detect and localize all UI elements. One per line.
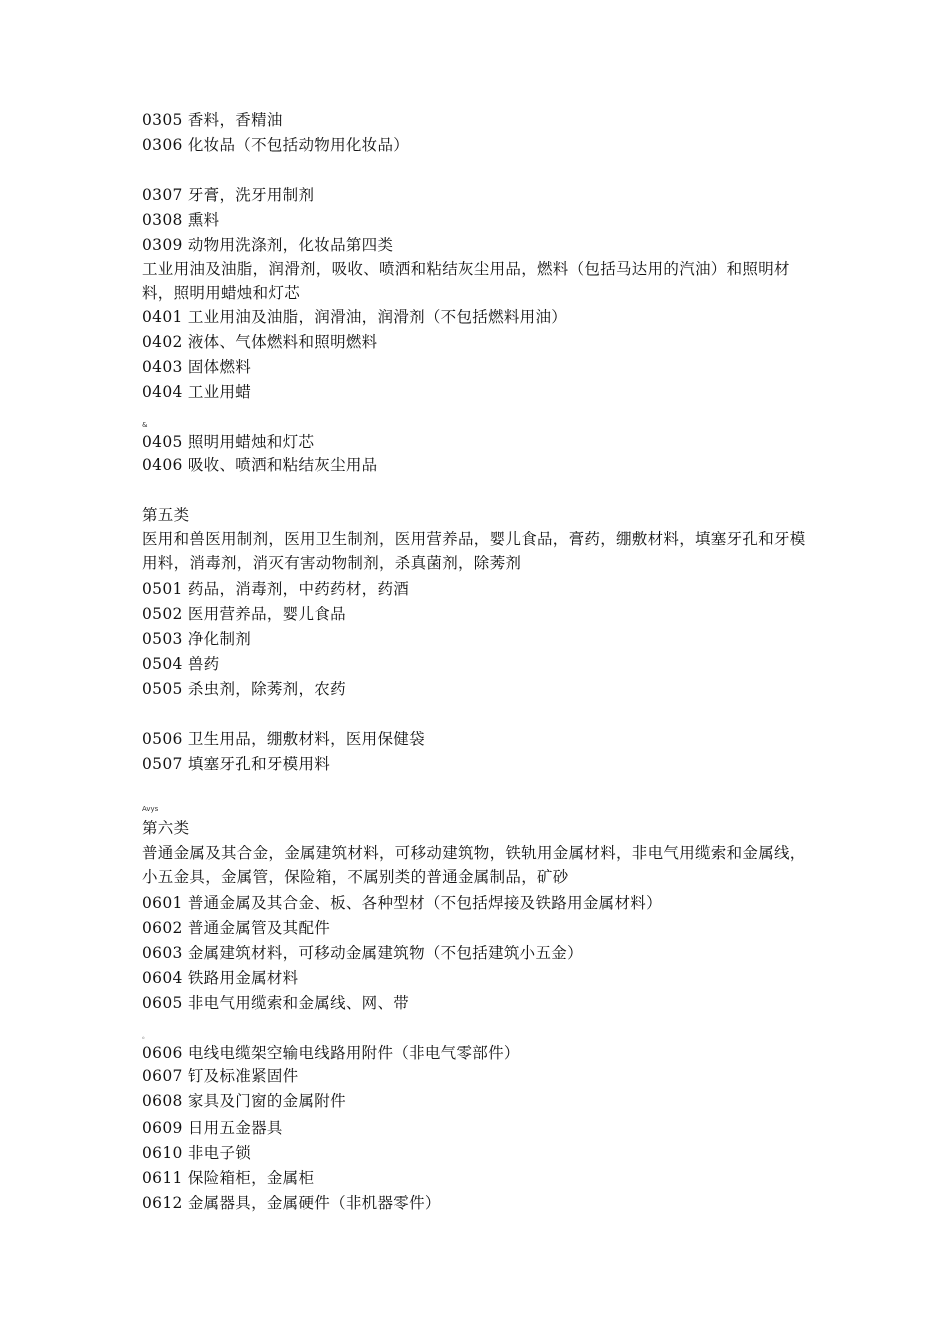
- item-0406: 0406 吸收、喷洒和粘结灰尘用品: [142, 456, 378, 474]
- item-0306: 0306 化妆品（不包括动物用化妆品）: [142, 136, 410, 154]
- item-0506: 0506 卫生用品，绷敷材料，医用保健袋: [142, 730, 425, 748]
- item-0505: 0505 杀虫剂，除莠剂，农药: [142, 680, 346, 698]
- class-5-description: 医用和兽医用制剂，医用卫生制剂，医用营养品，婴儿食品，膏药，绷敷材料，填塞牙孔和牙模用料，消毒剂，消灭有害动物制剂，杀真菌剂，除莠剂: [142, 530, 806, 572]
- item-0602: 0602 普通金属管及其配件: [142, 919, 331, 937]
- item-0604: 0604 铁路用金属材料: [142, 969, 299, 987]
- item-0601: 0601 普通金属及其合金、板、各种型材（不包括焊接及铁路用金属材料）: [142, 894, 662, 912]
- item-0401: 0401 工业用油及油脂，润滑油，润滑剂（不包括燃料用油）: [142, 308, 568, 326]
- item-0404: 0404 工业用蜡: [142, 383, 252, 401]
- item-0605: 0605 非电气用缆索和金属线、网、带: [142, 994, 410, 1012]
- item-0402: 0402 液体、气体燃料和照明燃料: [142, 333, 378, 351]
- item-0606: 0606 电线电缆架空输电线路用附件（非电气零部件）: [142, 1044, 520, 1062]
- stray-mark: 。: [142, 1032, 149, 1040]
- item-0405: 0405 照明用蜡烛和灯芯: [142, 433, 315, 451]
- stray-mark: Avys: [142, 805, 159, 813]
- item-0403: 0403 固体燃料: [142, 358, 252, 376]
- class-5-heading: 第五类: [142, 506, 190, 524]
- class-6-heading: 第六类: [142, 819, 190, 837]
- item-0612: 0612 金属器具，金属硬件（非机器零件）: [142, 1194, 441, 1212]
- item-0305: 0305 香料，香精油: [142, 111, 283, 129]
- class-6-description: 普通金属及其合金，金属建筑材料，可移动建筑物，铁轨用金属材料，非电气用缆索和金属线，小五金具，金属管，保险箱，不属别类的普通金属制品，矿砂: [142, 844, 806, 886]
- item-0609: 0609 日用五金器具: [142, 1119, 283, 1137]
- item-0502: 0502 医用营养品，婴儿食品: [142, 605, 346, 623]
- stray-mark: &: [142, 421, 148, 429]
- item-0611: 0611 保险箱柜，金属柜: [142, 1169, 315, 1187]
- class-4-description: 工业用油及油脂，润滑剂，吸收、喷洒和粘结灰尘用品，燃料（包括马达用的汽油）和照明材料，照明用蜡烛和灯芯: [142, 260, 790, 302]
- item-0607: 0607 钉及标准紧固件: [142, 1067, 299, 1085]
- item-0504: 0504 兽药: [142, 655, 220, 673]
- item-0503: 0503 净化制剂: [142, 630, 252, 648]
- item-0507: 0507 填塞牙孔和牙模用料: [142, 755, 331, 773]
- item-0307: 0307 牙膏，洗牙用制剂: [142, 186, 315, 204]
- item-0501: 0501 药品，消毒剂，中药药材，药酒: [142, 580, 410, 598]
- item-0309: 0309 动物用洗涤剂，化妆品第四类: [142, 236, 394, 254]
- item-0610: 0610 非电子锁: [142, 1144, 252, 1162]
- item-0308: 0308 熏料: [142, 211, 220, 229]
- item-0608: 0608 家具及门窗的金属附件: [142, 1092, 346, 1110]
- item-0603: 0603 金属建筑材料，可移动金属建筑物（不包括建筑小五金）: [142, 944, 583, 962]
